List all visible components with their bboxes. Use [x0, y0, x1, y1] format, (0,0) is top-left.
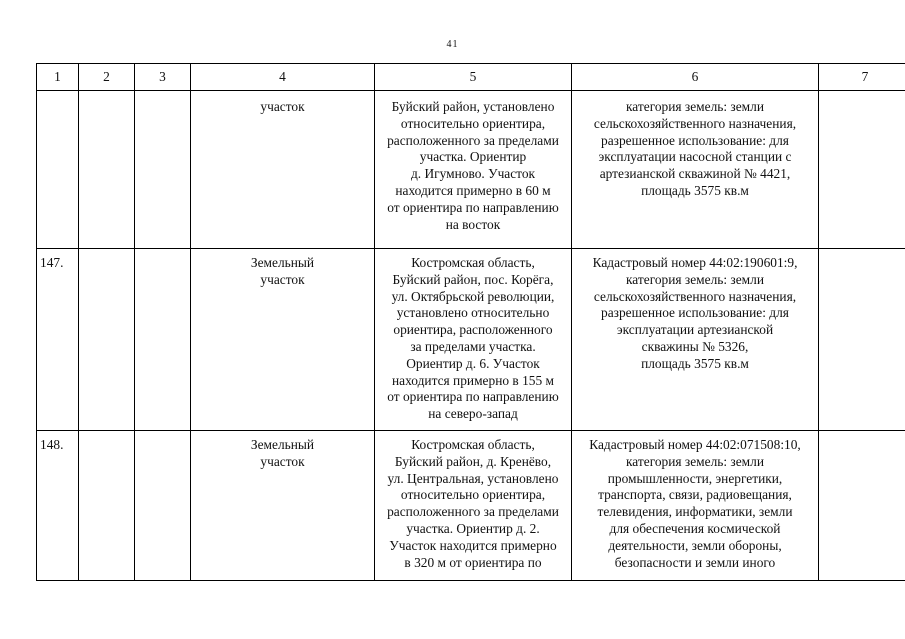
cell-line: Буйский район, пос. Корёга, — [392, 271, 554, 287]
col-7-cell — [819, 91, 905, 249]
cell-line: Ориентир д. 6. Участок — [406, 355, 540, 371]
cell-line: д. Игумново. Участок — [410, 166, 536, 182]
cell-line: на северо-запад — [428, 406, 518, 422]
cell-line: площадь 3575 кв.м — [641, 182, 749, 198]
col-2-cell — [79, 91, 135, 249]
col-2-cell — [79, 249, 135, 431]
characteristics-cell — [572, 91, 819, 249]
cell-line: Костромская область, — [411, 437, 535, 452]
object-type-cell — [191, 431, 375, 581]
header-col-5: 5 — [375, 64, 572, 91]
col-7-cell — [819, 249, 905, 431]
cell-line: относительно ориентира, — [400, 487, 546, 503]
land-plots-table — [36, 63, 905, 581]
cell-line: от ориентира по направлению — [387, 389, 559, 405]
cell-line: находится примерно в 60 м — [395, 182, 551, 198]
table-row — [37, 249, 905, 431]
cell-line: Кадастровый номер 44:02:071508:10, — [589, 437, 801, 452]
cell-line: установлено относительно — [396, 305, 550, 321]
col-2-cell — [79, 431, 135, 581]
cell-line: ориентира, расположенного — [393, 322, 553, 338]
col-3-cell — [135, 431, 191, 581]
cell-line: телевидения, информатики, земли — [597, 504, 793, 520]
col-3-cell — [135, 91, 191, 249]
cell-line: скважины № 5326, — [641, 338, 749, 354]
header-col-1: 1 — [37, 64, 79, 91]
col-7-cell — [819, 431, 905, 581]
cell-line: участок — [260, 99, 305, 114]
cell-line: относительно ориентира, — [400, 115, 546, 131]
cell-line: эксплуатации артезианской — [616, 322, 774, 338]
cell-line: на восток — [445, 216, 501, 232]
cell-line: деятельности, земли обороны, — [608, 537, 782, 553]
cell-line: участка. Ориентир д. 2. — [406, 520, 540, 536]
cell-line: ул. Центральная, установлено — [387, 470, 559, 486]
cell-line: сельскохозяйственного назначения, — [593, 288, 797, 304]
page-number: 41 — [446, 39, 459, 50]
object-type-cell — [191, 249, 375, 431]
row-number — [37, 91, 79, 249]
cell-line: площадь 3575 кв.м — [641, 355, 749, 371]
cell-line: Буйский район, д. Кренёво, — [394, 453, 552, 469]
characteristics-cell — [572, 431, 819, 581]
cell-line: Участок находится примерно — [389, 537, 557, 553]
cell-line: разрешенное использование: для — [601, 132, 789, 148]
cell-line: категория земель: земли — [626, 271, 764, 287]
cell-line: для обеспечения космической — [609, 520, 781, 536]
col-3-cell — [135, 249, 191, 431]
header-col-4: 4 — [191, 64, 375, 91]
cell-line: категория земель: земли — [626, 453, 764, 469]
location-cell — [375, 249, 572, 431]
cell-line: Кадастровый номер 44:02:190601:9, — [592, 255, 798, 270]
cell-line: от ориентира по направлению — [387, 199, 559, 215]
cell-line: ул. Октябрьской революции, — [391, 288, 555, 304]
cell-line: промышленности, энергетики, — [607, 470, 783, 486]
cell-line: за пределами участка. — [410, 338, 536, 354]
cell-line: Костромская область, — [411, 255, 535, 270]
cell-line: сельскохозяйственного назначения, — [593, 115, 797, 131]
table-row — [37, 91, 905, 249]
table-row — [37, 431, 905, 581]
cell-line: участок — [260, 271, 305, 287]
cell-line: находится примерно в 155 м — [392, 372, 554, 388]
cell-line: разрешенное использование: для — [601, 305, 789, 321]
cell-line: Земельный — [250, 255, 315, 270]
location-cell — [375, 431, 572, 581]
characteristics-cell — [572, 249, 819, 431]
cell-line: участка. Ориентир — [419, 149, 527, 165]
header-row — [37, 64, 905, 91]
cell-line: безопасности и земли иного — [614, 554, 776, 570]
cell-line: артезианской скважиной № 4421, — [599, 166, 791, 182]
cell-line: расположенного за пределами — [387, 132, 559, 148]
cell-line: эксплуатации насосной станции с — [598, 149, 792, 165]
header-col-3: 3 — [135, 64, 191, 91]
cell-line: транспорта, связи, радиовещания, — [598, 487, 792, 503]
header-col-6: 6 — [572, 64, 819, 91]
cell-line: категория земель: земли — [626, 99, 764, 114]
row-number: 147. — [37, 249, 79, 431]
cell-line: расположенного за пределами — [387, 504, 559, 520]
object-type-cell — [191, 91, 375, 249]
location-cell — [375, 91, 572, 249]
cell-line: Буйский район, установлено — [391, 99, 555, 114]
cell-line: Земельный — [250, 437, 315, 452]
row-number: 148. — [37, 431, 79, 581]
header-col-7: 7 — [819, 64, 905, 91]
header-col-2: 2 — [79, 64, 135, 91]
cell-line: в 320 м от ориентира по — [404, 554, 542, 570]
cell-line: участок — [260, 453, 305, 469]
